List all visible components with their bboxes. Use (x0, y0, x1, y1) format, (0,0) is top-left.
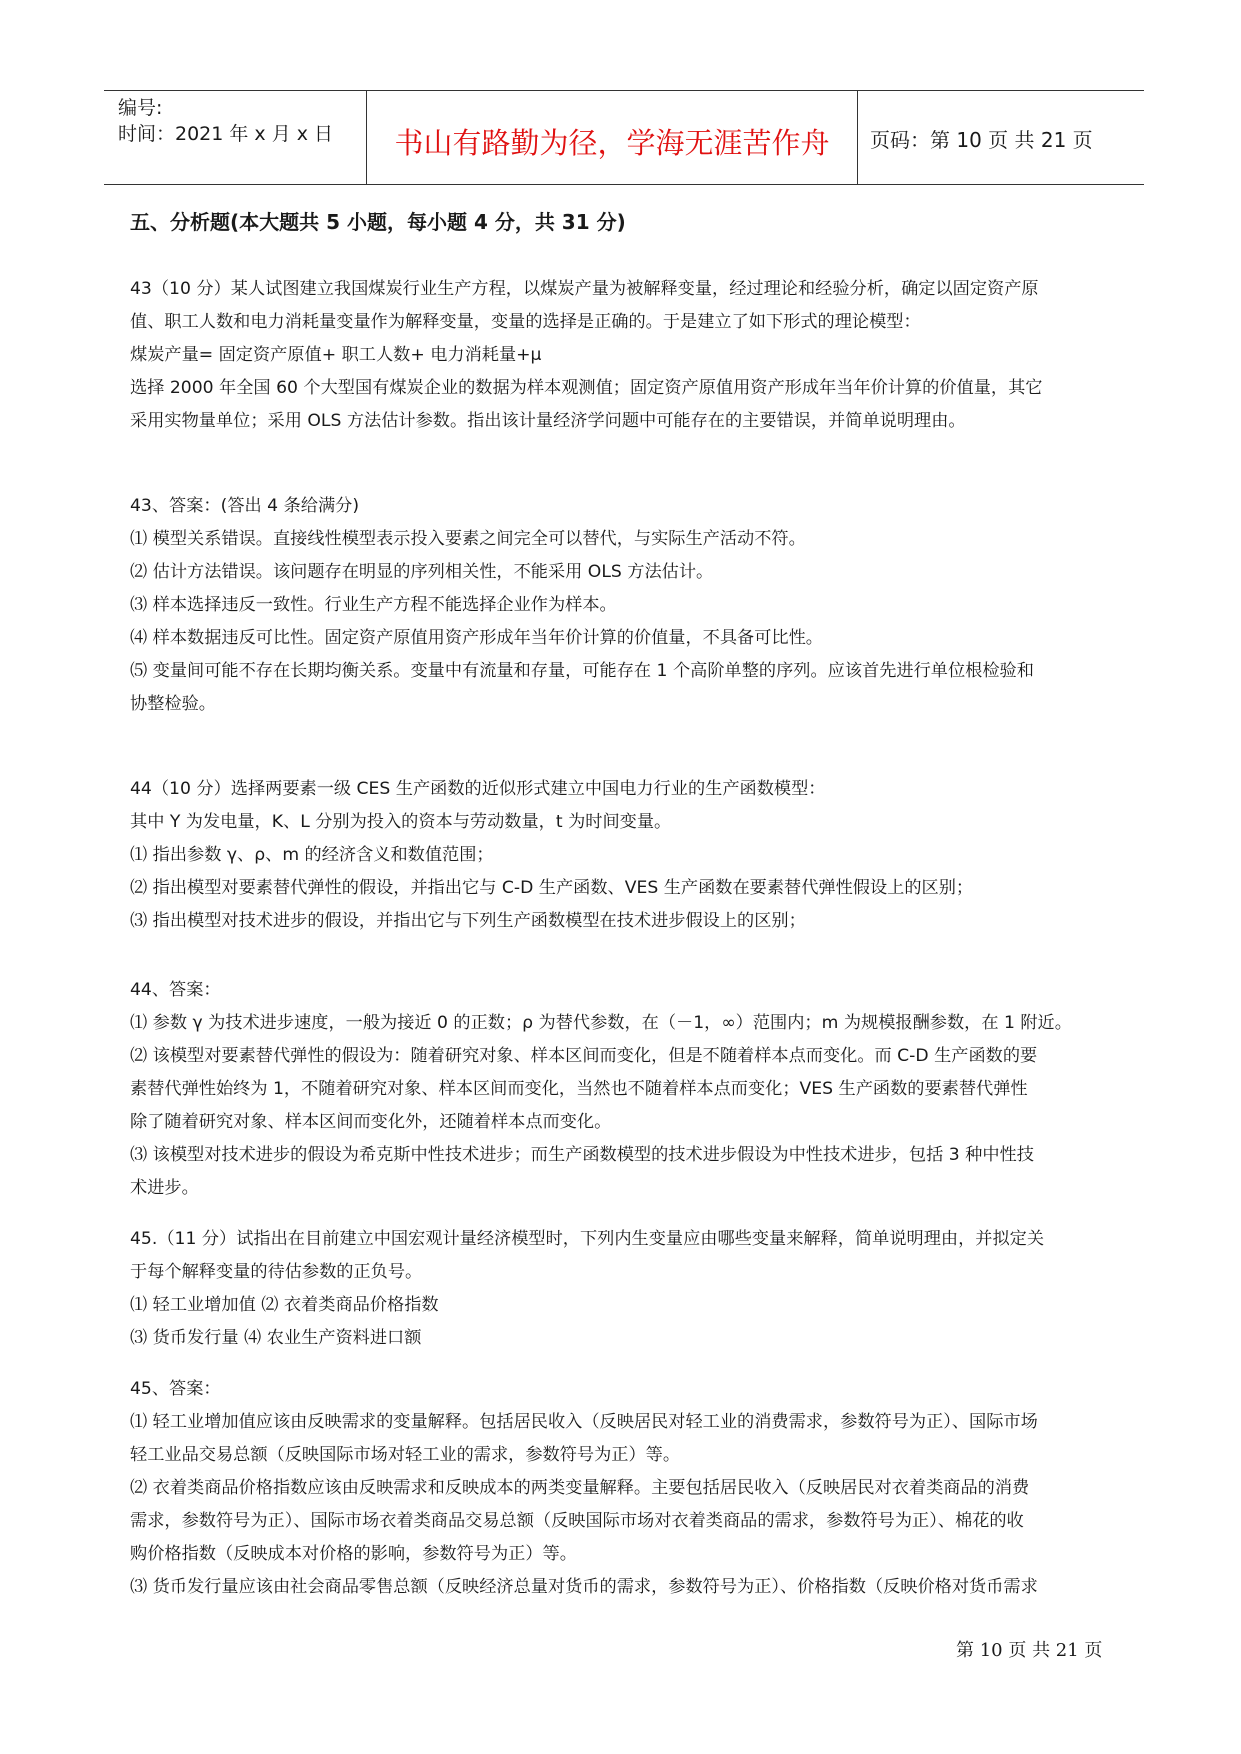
page-label: 页码：第 10 页 共 21 页 (870, 128, 1093, 152)
a45-line: 购价格指数（反映成本对价格的影响，参数符号为正）等。 (130, 1544, 577, 1564)
answer-45 (130, 1373, 1120, 1604)
a43-line: ⑵ 估计方法错误。该问题存在明显的序列相关性，不能采用 OLS 方法估计。 (130, 562, 714, 582)
a44-line: ⑴ 参数 γ 为技术进步速度，一般为接近 0 的正数；ρ 为替代参数，在（－1，∞）范围内；m 为规模报酬参数，在 1 附近。 (130, 1013, 1072, 1033)
motto: 书山有路勤为径，学海无涯苦作舟 (394, 126, 830, 160)
a43-line: 43、答案：(答出 4 条给满分) (130, 496, 360, 516)
q44-line: 44（10 分）选择两要素一级 CES 生产函数的近似形式建立中国电力行业的生产函数模型： (130, 779, 826, 799)
number-label: 编号: (118, 97, 163, 119)
q44-line: ⑶ 指出模型对技术进步的假设，并指出它与下列生产函数模型在技术进步假设上的区别； (130, 911, 806, 931)
a44-line: 术进步。 (130, 1178, 199, 1198)
q43-line: 煤炭产量= 固定资产原值+ 职工人数+ 电力消耗量+μ (130, 345, 542, 365)
q44-line: 其中 Y 为发电量，K、L 分别为投入的资本与劳动数量，t 为时间变量。 (130, 812, 672, 832)
header-meta-cell (104, 91, 366, 184)
a45-line: ⑴ 轻工业增加值应该由反映需求的变量解释。包括居民收入（反映居民对轻工业的消费需求，参数符号为正）、国际市场 (130, 1412, 1038, 1432)
question-44 (130, 773, 1120, 938)
a43-line: 协整检验。 (130, 694, 216, 714)
answer-43 (130, 490, 1120, 721)
a43-line: ⑶ 样本选择违反一致性。行业生产方程不能选择企业作为样本。 (130, 595, 617, 615)
question-45 (130, 1223, 1120, 1355)
q45-line: 45.（11 分）试指出在目前建立中国宏观计量经济模型时，下列内生变量应由哪些变量来解释，简单说明理由，并拟定关 (130, 1229, 1045, 1249)
q44-line: ⑴ 指出参数 γ、ρ、m 的经济含义和数值范围； (130, 845, 494, 865)
a43-line: ⑸ 变量间可能不存在长期均衡关系。变量中有流量和存量，可能存在 1 个高阶单整的序列。应该首先进行单位根检验和 (130, 661, 1034, 681)
header-page-cell (856, 91, 1144, 184)
question-43 (130, 273, 1120, 438)
a45-line: ⑶ 货币发行量应该由社会商品零售总额（反映经济总量对货币的需求，参数符号为正）、价格指数（反映价格对货币需求 (130, 1577, 1038, 1597)
a44-line: 除了随着研究对象、样本区间而变化外，还随着样本点而变化。 (130, 1112, 612, 1132)
a44-line: 44、答案： (130, 980, 221, 1000)
q45-line: ⑴ 轻工业增加值 ⑵ 衣着类商品价格指数 (130, 1295, 439, 1315)
header-motto-cell (366, 91, 858, 184)
a45-line: 需求，参数符号为正）、国际市场衣着类商品交易总额（反映国际市场对衣着类商品的需求，参数符号为正）、棉花的收 (130, 1511, 1024, 1531)
q43-line: 值、职工人数和电力消耗量变量作为解释变量，变量的选择是正确的。于是建立了如下形式的理论模型： (130, 312, 921, 332)
time-label: 时间：2021 年 x 月 x 日 (118, 123, 334, 145)
a44-line: ⑵ 该模型对要素替代弹性的假设为：随着研究对象、样本区间而变化，但是不随着样本点而变化。而 C-D 生产函数的要 (130, 1046, 1038, 1066)
q45-line: ⑶ 货币发行量 ⑷ 农业生产资料进口额 (130, 1328, 422, 1348)
page-footer: 第 10 页 共 21 页 (956, 1640, 1103, 1661)
q44-line: ⑵ 指出模型对要素替代弹性的假设，并指出它与 C-D 生产函数、VES 生产函数在要素替代弹性假设上的区别； (130, 878, 974, 898)
a45-line: 45、答案： (130, 1379, 221, 1399)
a45-line: ⑵ 衣着类商品价格指数应该由反映需求和反映成本的两类变量解释。主要包括居民收入（反映居民对衣着类商品的消费 (130, 1478, 1030, 1498)
a44-line: 素替代弹性始终为 1，不随着研究对象、样本区间而变化，当然也不随着样本点而变化；VES 生产函数的要素替代弹性 (130, 1079, 1028, 1099)
section-title: 五、分析题(本大题共 5 小题，每小题 4 分，共 31 分) (130, 210, 626, 234)
q43-line: 选择 2000 年全国 60 个大型国有煤炭企业的数据为样本观测值；固定资产原值用资产形成年当年价计算的价值量，其它 (130, 378, 1043, 398)
document-header (104, 90, 1144, 185)
q43-line: 采用实物量单位；采用 OLS 方法估计参数。指出该计量经济学问题中可能存在的主要错误，并简单说明理由。 (130, 411, 966, 431)
q45-line: 于每个解释变量的待估参数的正负号。 (130, 1262, 423, 1282)
a43-line: ⑷ 样本数据违反可比性。固定资产原值用资产形成年当年价计算的价值量，不具备可比性。 (130, 628, 823, 648)
a45-line: 轻工业品交易总额（反映国际市场对轻工业的需求，参数符号为正）等。 (130, 1445, 681, 1465)
a43-line: ⑴ 模型关系错误。直接线性模型表示投入要素之间完全可以替代，与实际生产活动不符。 (130, 529, 806, 549)
q43-line: 43（10 分）某人试图建立我国煤炭行业生产方程，以煤炭产量为被解释变量，经过理论和经验分析，确定以固定资产原 (130, 279, 1039, 299)
answer-44 (130, 974, 1120, 1205)
page-content (130, 206, 1120, 1604)
a44-line: ⑶ 该模型对技术进步的假设为希克斯中性技术进步；而生产函数模型的技术进步假设为中性技术进步，包括 3 种中性技 (130, 1145, 1034, 1165)
